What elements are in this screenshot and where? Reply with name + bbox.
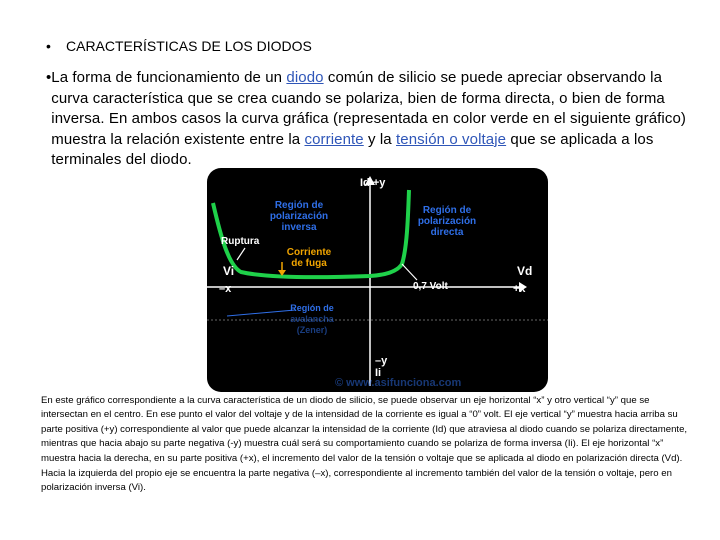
region-direct-line-1: Región de xyxy=(422,205,472,216)
link-diodo[interactable]: diodo xyxy=(286,69,324,86)
region-inverse-line-2: polarización xyxy=(269,211,329,222)
watermark: © www.asifunciona.com xyxy=(335,377,462,389)
link-corriente[interactable]: corriente xyxy=(304,130,364,148)
ii-label: Ii xyxy=(375,367,382,379)
diagram-svg xyxy=(207,168,548,392)
bullet-marker: • xyxy=(46,69,52,86)
leak-current-line-2: de fuga xyxy=(291,258,327,269)
region-inverse-line-3: inversa xyxy=(281,222,317,233)
volt-arrow xyxy=(402,264,417,280)
avalanche-line-3: (Zener) xyxy=(296,325,328,335)
y-axis-label: Id +y xyxy=(360,177,386,189)
paragraph-segment: común de silicio se puede apreciar observando la curva característica que se crea cuando se polariza, bien de forma directa, o bien de forma inversa. En ambos casos la curva gráfica (representada en color verde en el siguiente gráfico) muestra la relación existente entre la xyxy=(51,69,686,148)
bullet-paragraph xyxy=(46,68,686,171)
bullet-marker: • xyxy=(46,38,51,54)
rupture-label: Ruptura xyxy=(221,236,260,247)
region-direct-line-2: polarización xyxy=(417,216,477,227)
avalanche-arrow xyxy=(227,310,295,316)
heading-text: CARACTERÍSTICAS DE LOS DIODOS xyxy=(66,38,312,54)
leak-current-line-1: Corriente xyxy=(286,247,332,258)
diode-characteristic-diagram xyxy=(207,168,548,392)
region-direct-line-3: directa xyxy=(430,227,464,238)
rupture-arrow xyxy=(237,248,245,260)
caption-text: En este gráfico correspondiente a la curva característica de un diodo de silicio, se puede observar un eje horizontal “x” y otro vertical “y” que se intersectan en el centro. En ese punto el valor del voltaje y de la intensidad de la corriente es igual a “0” volt. El eje vertical “y” muestra hacia arriba su parte positiva (+y) correspondiente al valor que puede alcanzar la intensidad de la corriente (Id) que atraviesa al diodo cuando se polariza directamente, mientras que hacia abajo su parte negativa (-y) muestra cuál será su comportamiento cuando se polariza de forma inversa (Ii). El eje horizontal “x” muestra hacia la derecha, en su parte positiva (+x), el incremento del valor de la tensión o voltaje que se aplicada al diodo en polarización directa (Vd). Hacia la izquierda del propio eje se encuentra la parte negativa (–x), correspondiente al incremento también del valor de la tensión o voltaje, pero en polarización inversa (Vi). xyxy=(41,394,688,494)
vi-label: Vi xyxy=(223,264,235,278)
volt-label: 0,7 Volt xyxy=(413,281,448,292)
paragraph-text xyxy=(51,68,686,171)
minus-y-label: –y xyxy=(375,355,388,367)
minus-x-label: –x xyxy=(219,283,232,295)
region-inverse-line-1: Región de xyxy=(274,200,324,211)
bullet-heading xyxy=(46,38,312,54)
plus-x-label: +x xyxy=(513,283,526,295)
link-tension-voltaje[interactable]: tensión o voltaje xyxy=(396,130,507,148)
paragraph-segment: y la xyxy=(363,130,397,148)
paragraph-segment: que se aplicada a los terminales del diodo. xyxy=(51,130,654,168)
avalanche-line-1: Región de xyxy=(290,303,334,313)
avalanche-line-2: avalancha xyxy=(290,314,334,324)
vd-label: Vd xyxy=(517,264,533,278)
paragraph-segment: La forma de funcionamiento de un xyxy=(51,69,287,86)
